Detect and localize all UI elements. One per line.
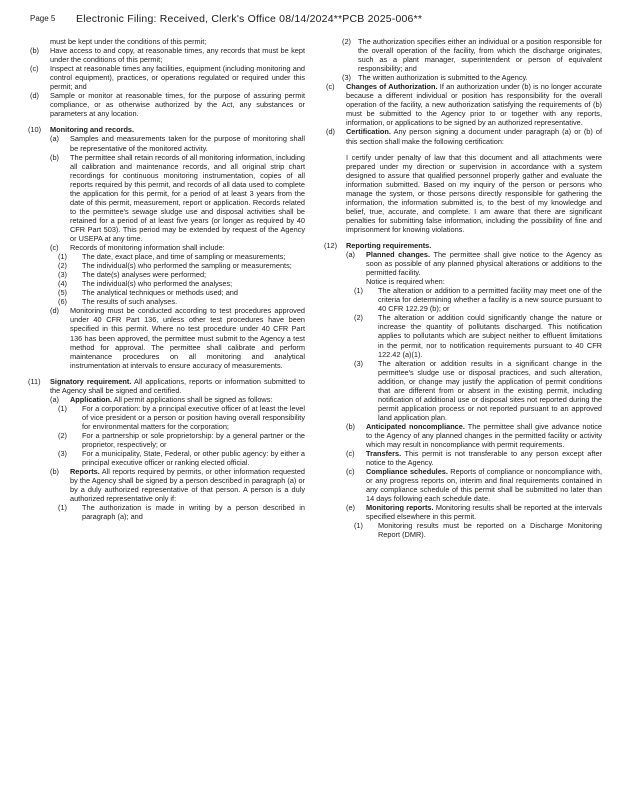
authorization-item: (3) The written authorization is submitted to the Agency. (342, 73, 528, 83)
notice-required: Notice is required when: (366, 277, 445, 287)
section-12-a: (a) Planned changes. The permittee shall give notice to the Agency as soon as possible of any planned physical alterations or additions to the permitted facility. (346, 250, 602, 278)
item-inspect-c: (c) Inspect at reasonable times any facilities, equipment (including monitoring and control equipment), practices, or operations regulated or required under this permit; and (30, 64, 305, 92)
paragraph-continuation: must be kept under the conditions of this permit; (50, 37, 207, 46)
section-10-heading: (10) Monitoring and records. (28, 125, 135, 135)
section-10-d: (d) Monitoring must be conducted according to test procedures approved under 40 CFR Part 136, unless other test procedures have been specified in this permit. Where no test procedure under 40 CFR Part 136 has been approved, the permittee must submit to the Agency a test method for approval. The permittee shall calibrate and perform maintenance procedures on all monitoring and analytical instrumentation at intervals to ensure accuracy of measurements. (50, 306, 305, 370)
record-item: (4) The individual(s) who performed the analyses; (58, 279, 233, 289)
filing-stamp: Electronic Filing: Received, Clerk's Office 08/14/2024**PCB 2025-006** (76, 13, 423, 25)
section-12-e: (e) Monitoring reports. Monitoring results shall be reported at the intervals specified elsewhere in this permit. (346, 503, 602, 522)
signatory-item: (2) For a partnership or sole proprietorship: by a general partner or the proprietor, respectively; or (58, 430, 305, 450)
section-10-c: (c) Records of monitoring information shall include: (50, 243, 225, 253)
left-column (28, 37, 305, 521)
section-11-b: (b) Reports. All reports required by permits, or other information requested by the Agency shall be signed by a person described in paragraph (a) or by a duly authorized representative of that person. A person is a duly authorized representative only if: (50, 467, 305, 504)
record-item: (3) The date(s) analyses were performed; (58, 270, 207, 280)
section-12-transfers: (c) Transfers. This permit is not transferable to any person except after notice to the Agency. (346, 449, 602, 468)
notice-item: (1) The alteration or addition to a permitted facility may meet one of the criteria for determining whether a facility is a new source pursuant to 40 CFR 122.29 (b); or (354, 286, 602, 314)
signatory-item: (3) For a municipality, State, Federal, or other public agency: by either a principal executive officer or ranking elected official. (58, 449, 305, 468)
notice-item: (3) The alteration or addition results in a significant change in the permittee's sludge use or disposal practices, and such alteration, addition, or change may justify the application of permit conditions that are different from or absent in the existing permit, including notification of additional use or disposal sites not reported during the permit application process or not reported pursuant to an approved land application plan. (354, 358, 602, 422)
notice-item: (2) The alteration or addition could significantly change the nature or increase the quantity of pollutants discharged. This notification applies to pollutants which are subject neither to effluent limitations in the permit, nor to notification requirements pursuant to 40 CFR 122.42 (a)(1). (354, 313, 602, 359)
section-12-b: (b) Anticipated noncompliance. The permittee shall give advance notice to the Agency of any planned changes in the permitted facility or activity which may result in noncompliance with permit requirements. (346, 421, 603, 450)
monitoring-report-item: (1) Monitoring results must be reported on a Discharge Monitoring Report (DMR). (354, 521, 602, 540)
record-item: (2) The individual(s) who performed the sampling or measurements; (58, 261, 292, 271)
record-item: (6) The results of such analyses. (58, 297, 178, 307)
record-item: (5) The analytical techniques or methods used; and (58, 288, 238, 298)
item-inspect-b: (b) Have access to and copy, at reasonable times, any records that must be kept under the conditions of this permit; (30, 46, 305, 65)
section-11-c: (c) Changes of Authorization. If an authorization under (b) is no longer accurate because a different individual or position has responsibility for the overall operation of the facility, a new authorization satisfying the requirements of (b) must be submitted to the Agency prior to or together with any reports, information, or applications to be signed by an authorized representative. (326, 82, 602, 128)
section-11-a: (a) Application. All permit applications shall be signed as follows: (50, 394, 273, 404)
authorization-item: (2) The authorization specifies either an individual or a position responsible for the overall operation of the facility, from which the discharge originates, such as a plant manager, superintendent or person of equivalent responsibility; and (342, 37, 602, 74)
authorization-item: (1) The authorization is made in writing by a person described in paragraph (a); and (58, 503, 305, 522)
certification-text: I certify under penalty of law that this document and all attachments were prepared under my direction or supervision in accordance with a system designed to assure that qualified personnel properly gather and evaluate the information submitted. Based on my inquiry of the person or persons who manage the system, or those persons directly responsible for gathering the information, the information submitted is, to the best of my knowledge and belief, true, accurate, and complete. I am aware that there are significant penalties for submitting false information, including the possibility of fine and imprisonment for knowing violations. (346, 152, 602, 234)
section-11-heading: (11) Signatory requirement. All applications, reports or information submitted to the Agency shall be signed and certified. (28, 376, 306, 395)
signatory-item: (1) For a corporation: by a principal executive officer of at least the level of vice president or a person or position having overall responsibility for environmental matters for the corporation; (58, 403, 305, 431)
page-number: Page 5 (30, 14, 56, 23)
right-column (324, 37, 602, 540)
item-inspect-d: (d) Sample or monitor at reasonable times, for the purpose of assuring permit compliance, or as otherwise authorized by the Act, any substances or parameters at any location. (30, 91, 305, 119)
section-12-heading: (12) Reporting requirements. (324, 240, 432, 250)
section-10-b: (b) The permittee shall retain records of all monitoring information, including all calibration and maintenance records, and all original strip chart recordings for continuous monitoring instrumentation, copies of all reports required by this permit, and records of all data used to complete the application for this permit, for a period of at least 3 years from the date of this permit, measurement, report or application. Records related to the permittee's sewage sludge use and disposal activities shall be retained for a period of at least five years (or longer as required by 40 CFR Part 503). This period may be extended by request of the Agency or USEPA at any time. (50, 152, 305, 243)
record-item: (1) The date, exact place, and time of sampling or measurements; (58, 252, 286, 262)
section-12-compliance-schedules: (c) Compliance schedules. Reports of compliance or noncompliance with, or any progress reports on, interim and final requirements contained in any compliance schedule of this permit shall be submitted no later than 14 days following each schedule date. (346, 467, 602, 504)
section-11-d: (d) Certification. Any person signing a document under paragraph (a) or (b) of this section shall make the following certification: (326, 127, 602, 146)
section-10-a: (a) Samples and measurements taken for the purpose of monitoring shall be representative of the monitored activity. (50, 134, 305, 153)
